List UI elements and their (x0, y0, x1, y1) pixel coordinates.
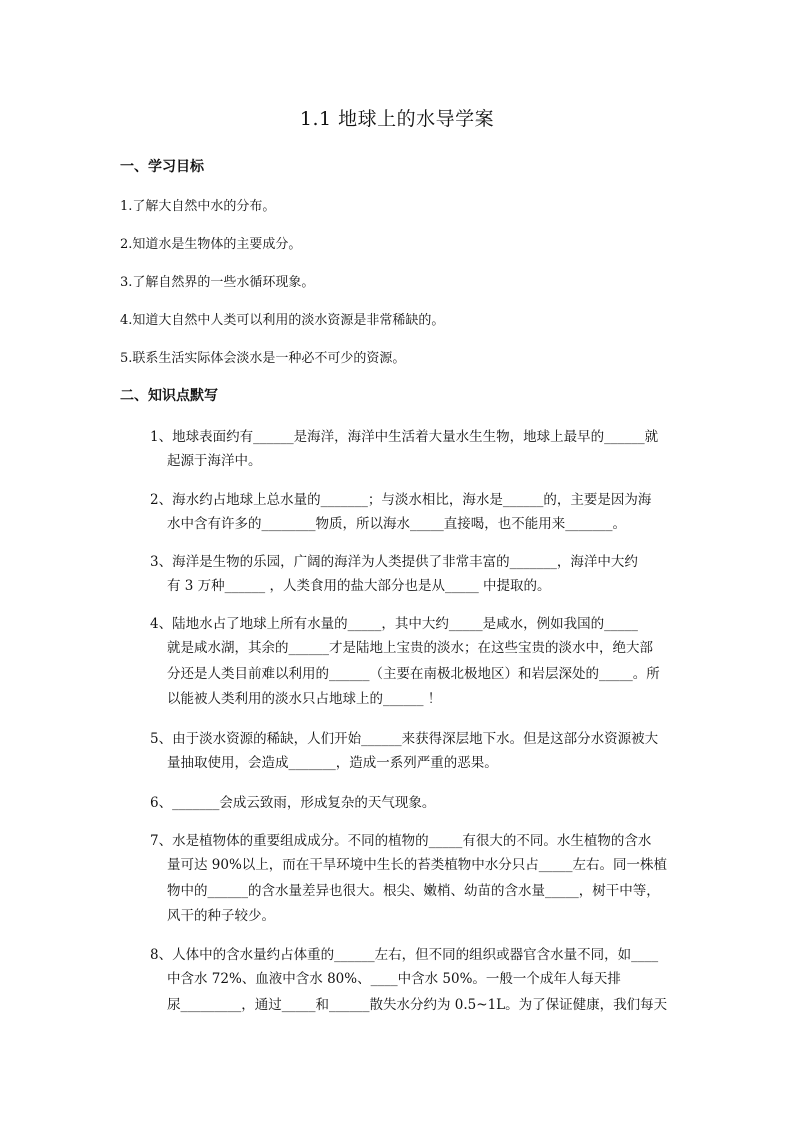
item-line: 起源于海洋中。 (167, 453, 262, 469)
item-line: 1、地球表面约有______是海洋，海洋中生活着大量水生生物，地球上最早的______就 (150, 429, 659, 445)
objective-item: 4.知道大自然中人类可以利用的淡水资源是非常稀缺的。 (120, 313, 445, 328)
item-line: 就是咸水湖，其余的______才是陆地上宝贵的淡水；在这些宝贵的淡水中，绝大部 (167, 640, 653, 656)
item-line: 有 3 万种______ ，人类食用的盐大部分也是从_____ 中提取的。 (167, 578, 551, 594)
item-line: 分还是人类目前难以利用的______（主要在南极北极地区）和岩层深处的_____。所 (167, 666, 660, 682)
item-line: 物中的______的含水量差异也很大。根尖、嫩梢、幼苗的含水量_____，树干中等， (167, 883, 660, 899)
objective-item: 3.了解自然界的一些水循环现象。 (120, 275, 315, 290)
item-line: 4、陆地水占了地球上所有水量的_____，其中大约_____是咸水，例如我国的_____ (150, 616, 638, 632)
item-line: 中含水 72%、血液中含水 80%、____中含水 50%。一般一个成年人每天排 (167, 971, 621, 987)
item-line: 3、海洋是生物的乐园，广阔的海洋为人类提供了非常丰富的_______，海洋中大约 (150, 554, 638, 570)
item-line: 量可达 90%以上，而在干旱环境中生长的苔类植物中水分只占_____左右。同一株植 (167, 857, 668, 873)
item-line: 6、_______会成云致雨，形成复杂的天气现象。 (150, 795, 436, 811)
objective-item: 1.了解大自然中水的分布。 (120, 199, 276, 214)
item-line: 以能被人类利用的淡水只占地球上的______ ！ (167, 691, 442, 707)
page-title: 1.1 地球上的水导学案 (299, 108, 495, 130)
item-line: 8、人体中的含水量约占体重的______左右，但不同的组织或器官含水量不同，如____ (150, 947, 659, 963)
item-line: 风干的种子较少。 (167, 908, 275, 924)
item-line: 2、海水约占地球上总水量的_______；与淡水相比，海水是______的，主要是因为海 (150, 492, 652, 508)
item-line: 量抽取使用，会造成_______，造成一系列严重的恶果。 (167, 755, 498, 771)
objective-item: 5.联系生活实际体会淡水是一种必不可少的资源。 (120, 351, 406, 366)
item-line: 7、水是植物体的重要组成成分。不同的植物的_____有很大的不同。水生植物的含水 (150, 833, 652, 849)
section-heading-knowledge: 二、知识点默写 (120, 388, 218, 404)
item-line: 5、由于淡水资源的稀缺，人们开始______来获得深层地下水。但是这部分水资源被大 (150, 731, 659, 747)
item-line: 水中含有许多的________物质，所以海水_____直接喝，也不能用来_______。 (167, 516, 626, 532)
section-heading-objectives: 一、学习目标 (120, 159, 204, 175)
item-line: 尿_________，通过_____和______散失水分约为 0.5~1L。为了保证健康，我们每天 (167, 997, 668, 1013)
objective-item: 2.知道水是生物体的主要成分。 (120, 237, 302, 252)
